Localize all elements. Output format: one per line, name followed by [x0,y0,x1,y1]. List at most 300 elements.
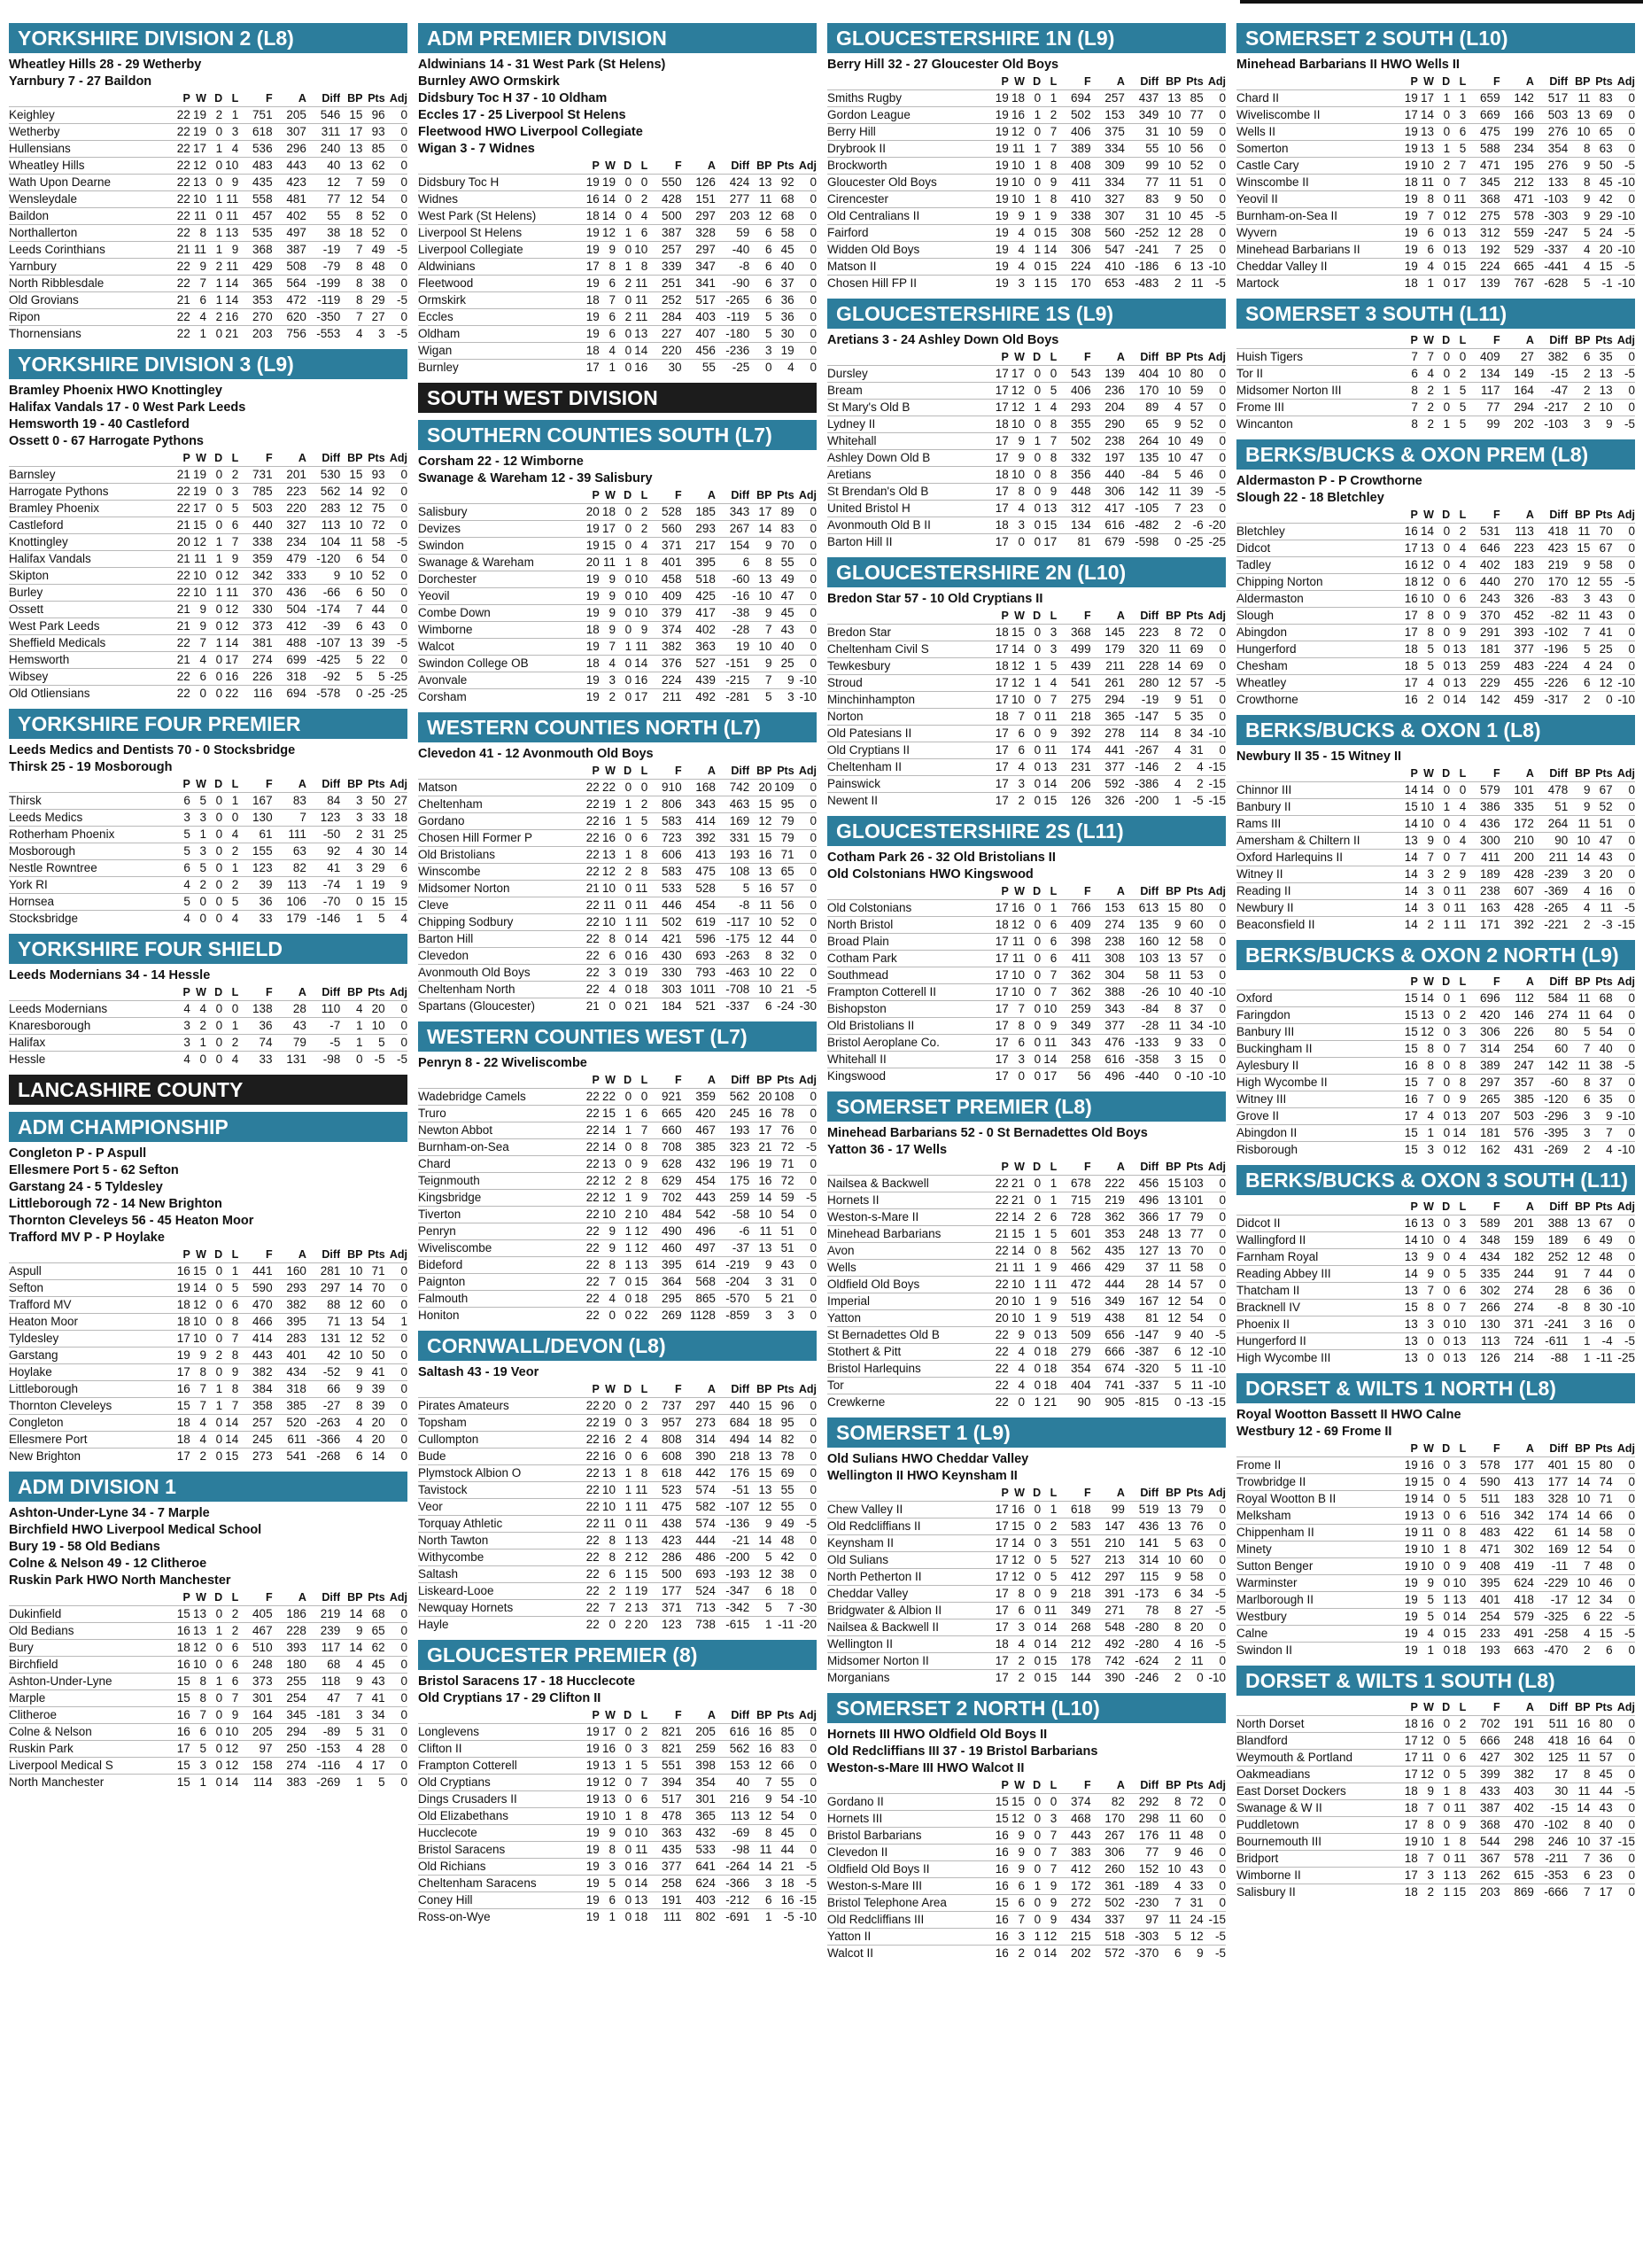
stat-cell: 13 [1418,124,1434,141]
stat-cell: 58 [362,534,384,551]
stat-cell: 43 [362,1674,384,1690]
stat-cell: 22 [174,175,190,191]
stat-cell: 271 [1091,1603,1125,1619]
stat-cell: 31 [1125,208,1159,225]
stat-cell: 564 [273,276,306,292]
match-result: Ossett 0 - 67 Harrogate Pythons [9,434,204,448]
stat-cell: 11 [1450,917,1466,934]
column-header: Diff [322,452,341,464]
stat-cell: 10 [340,517,362,534]
stat-cell: 4 [1450,799,1466,816]
stat-cell: 6 [190,669,206,686]
table-row [827,366,1226,383]
stat-cell: 368 [238,242,272,259]
stat-cell: 910 [647,780,681,796]
stat-cell: 0 [794,1415,817,1432]
table-row [827,742,1226,759]
stat-cell: 8 [1418,1817,1434,1834]
stat-cell: 64 [1590,1733,1612,1750]
stat-cell: 52 [1590,799,1612,816]
stat-cell: 404 [1125,366,1159,383]
stat-cell: 30 [1534,1783,1568,1800]
stat-cell: 49 [362,242,384,259]
stat-cell: -13 [1181,1394,1203,1411]
stat-cell: 220 [273,501,306,517]
stat-cell: 106 [273,894,306,911]
stat-cell: 503 [1534,107,1568,124]
stat-cell: 66 [771,1758,794,1775]
column-header: P [1410,1200,1418,1213]
stat-cell: 15 [174,1775,190,1791]
team-name: Clifton II [418,1741,584,1758]
table-row [1236,1884,1635,1901]
stat-cell: 478 [1534,782,1568,799]
stat-cell: 6 [632,225,647,242]
team-name: Paignton [418,1274,584,1291]
stat-cell: 334 [1091,141,1125,158]
table-row [827,759,1226,776]
stat-cell: 43 [273,1018,306,1035]
stat-cell: 0 [1434,1216,1450,1232]
table-row [827,1946,1226,1962]
stat-cell: 15 [1450,259,1466,276]
stat-cell: 27 [1500,349,1534,366]
stat-cell: 382 [273,1297,306,1314]
stat-cell: 0 [1159,534,1181,551]
stat-cell: 6 [222,1297,238,1314]
stat-cell: 85 [362,141,384,158]
stat-cell: 547 [1091,242,1125,259]
stat-cell: 81 [1057,534,1090,551]
stat-cell: 54 [1590,1024,1612,1041]
table-row [418,1842,817,1859]
team-name: Berry Hill [827,124,993,141]
column-header: BP [1575,75,1591,88]
stat-cell: 12 [1009,1552,1025,1569]
stat-cell: 10 [1159,383,1181,400]
stat-cell: -133 [1125,1035,1159,1052]
stat-cell: 15 [1568,1457,1590,1474]
stat-cell: 274 [273,1758,306,1775]
column-header: Diff [322,1248,341,1261]
stat-cell: 5 [1450,141,1466,158]
stat-cell: -691 [716,1909,749,1926]
stat-cell: 8 [1009,1586,1025,1603]
team-name: Cheddar Valley [827,1586,993,1603]
team-name: Old Colstonians [827,900,993,917]
stat-cell: 11 [1159,1811,1181,1828]
team-name: Leeds Corinthians [9,242,174,259]
team-name: Ellesmere Port [9,1432,174,1449]
stat-cell: 417 [1091,501,1125,517]
stat-cell: 407 [682,326,716,343]
stat-cell: 1 [206,225,222,242]
table-row [9,1449,407,1465]
team-name: North Dorset [1236,1716,1402,1733]
stat-cell: 0 [1025,1518,1041,1535]
stat-cell: 9 [1450,608,1466,625]
stat-cell: 4 [1418,366,1434,383]
team-name: Ross-on-Wye [418,1909,584,1926]
stat-cell: 0 [1025,225,1041,242]
stat-cell: 401 [273,1348,306,1364]
stat-cell: 421 [647,931,681,948]
stat-cell: 11 [749,1223,771,1240]
stat-cell: 254 [1500,1041,1534,1058]
stat-cell: 0 [1025,726,1041,742]
stat-cell: 14 [1009,1209,1025,1226]
stat-cell: 353 [1091,1226,1125,1243]
stat-cell: 111 [647,1909,681,1926]
stat-cell: 434 [1466,1249,1500,1266]
stat-cell: 9 [1450,1558,1466,1575]
stat-cell: 0 [1434,1508,1450,1525]
stat-cell: 6 [1450,591,1466,608]
stat-cell: 16 [632,672,647,689]
stat-cell: 22 [584,1398,600,1415]
stat-cell: -20 [794,1617,817,1634]
column-header: P [182,1248,190,1261]
stat-cell: 6 [385,860,407,877]
stat-cell: 0 [1434,1350,1450,1367]
stat-cell: 19 [993,208,1009,225]
team-name: Cotham Park [827,951,993,967]
team-name: Hungerford [1236,641,1402,658]
stat-cell: 112 [1500,990,1534,1007]
stat-cell: -10 [1613,175,1635,191]
table-row [9,860,407,877]
stat-cell: 0 [1434,208,1450,225]
stat-cell: -120 [306,551,340,568]
stat-cell: 0 [1204,658,1226,675]
stat-cell: 19 [632,1583,647,1600]
stat-cell: 34 [1181,1586,1203,1603]
stat-cell: 220 [647,343,681,360]
stat-cell: 0 [616,881,632,897]
stat-cell: 0 [1009,1068,1025,1085]
stat-cell: 398 [682,1758,716,1775]
stat-cell: -40 [716,242,749,259]
stat-cell: 7 [340,242,362,259]
stat-cell: 0 [1613,1474,1635,1491]
stat-cell: 17 [993,450,1009,467]
stat-cell: 362 [1091,1209,1125,1226]
stat-cell: 13 [632,1600,647,1617]
team-name: Avon [827,1243,993,1260]
stat-cell: 167 [238,793,272,810]
stat-cell: 6 [1418,225,1434,242]
stat-cell: 0 [385,276,407,292]
league-section-gloucestershire-2n-l10 [827,557,1226,809]
stat-cell: 7 [600,639,616,656]
table-row [418,242,817,259]
stat-cell: 0 [1434,1300,1450,1317]
table-row [1236,158,1635,175]
table-row [9,141,407,158]
stat-cell: 2 [600,689,616,706]
stat-cell: 14 [1568,1508,1590,1525]
match-result: Cotham Park 26 - 32 Old Bristolians II [827,850,1056,865]
stat-cell: 0 [1204,1653,1226,1670]
column-header: Pts [777,1709,794,1721]
team-name: Withycombe [418,1550,584,1566]
stat-cell: 345 [1466,175,1500,191]
stat-cell: -265 [716,292,749,309]
stat-cell: 390 [682,1449,716,1465]
stat-cell: 8 [1009,484,1025,501]
table-row [827,276,1226,292]
stat-cell: 14 [1402,883,1418,900]
stat-cell: 17 [993,1552,1009,1569]
stat-cell: 7 [1041,124,1057,141]
stat-cell: 49 [1181,433,1203,450]
stat-cell: 483 [238,158,272,175]
table-row [418,1808,817,1825]
stat-cell: 5 [1450,416,1466,433]
table-row [1236,917,1635,934]
column-header: L [1050,1779,1058,1791]
column-header: Pts [1595,75,1613,88]
stat-cell: 33 [1181,1035,1203,1052]
stat-cell: 9 [1568,782,1590,799]
stat-cell: 10 [190,1331,206,1348]
column-header: D [1442,1442,1451,1455]
league-table [418,487,817,705]
stat-cell: 57 [1181,675,1203,692]
stat-cell: 18 [385,810,407,827]
stat-cell: 0 [385,652,407,669]
stat-cell: -483 [1125,276,1159,292]
stat-cell: 135 [1125,917,1159,934]
stat-cell: 4 [632,1432,647,1449]
table-row [827,1293,1226,1310]
stat-cell: 9 [1418,1249,1434,1266]
stat-cell: 267 [716,521,749,538]
column-header: A [1116,1161,1125,1173]
stat-cell: 19 [584,588,600,605]
stat-cell: 370 [238,585,272,602]
table-row [1236,1851,1635,1868]
stat-cell: 117 [1466,383,1500,400]
stat-cell: 806 [647,796,681,813]
stat-cell: 5 [190,793,206,810]
table-row [9,326,407,343]
stat-cell: -107 [306,635,340,652]
column-header: Pts [777,765,794,777]
stat-cell: 59 [1181,124,1203,141]
stat-cell: 0 [206,860,222,877]
table-row [9,877,407,894]
stat-cell: 11 [1568,1783,1590,1800]
stat-cell: 11 [1041,1035,1057,1052]
team-name: Stroud [827,675,993,692]
stat-cell: 5 [1450,400,1466,416]
stat-cell: 8 [1568,1300,1590,1317]
stat-cell: 4 [190,1001,206,1018]
stat-cell: 0 [616,982,632,998]
stat-cell: 3 [174,1035,190,1052]
stat-cell: 9 [1041,484,1057,501]
stat-cell: 78 [1125,1603,1159,1619]
stat-cell: 0 [1204,917,1226,934]
stat-cell: 11 [1009,951,1025,967]
team-name: Kingsbridge [418,1190,584,1207]
stat-cell: 16 [600,1449,616,1465]
stat-cell: 302 [1500,1750,1534,1767]
stat-cell: 13 [749,175,771,191]
stat-cell: 13 [1450,242,1466,259]
stat-cell: 6 [1450,124,1466,141]
stat-cell: 19 [1402,90,1418,107]
stat-cell: 347 [682,259,716,276]
stat-cell: 39 [1181,484,1203,501]
table-row [9,242,407,259]
stat-cell: 499 [1057,641,1090,658]
match-result: Bredon Star 57 - 10 Old Cryptians II [827,592,1043,606]
stat-cell: 9 [600,571,616,588]
table-row [9,894,407,911]
stat-cell: -386 [1125,776,1159,793]
column-header: P [592,1383,600,1395]
stat-cell: 16 [1568,1716,1590,1733]
stat-cell: 327 [273,517,306,534]
stat-cell: 306 [1466,1024,1500,1041]
stat-cell: 293 [1057,400,1090,416]
stat-cell: 1 [1434,1868,1450,1884]
stat-cell: -146 [1125,759,1159,776]
stat-cell: 0 [1204,1226,1226,1243]
stat-cell: 36 [771,309,794,326]
stat-cell: 276 [1534,124,1568,141]
column-header: Diff [322,986,341,998]
league-table [827,349,1226,550]
column-header: A [1116,1487,1125,1499]
stat-cell: 113 [716,1808,749,1825]
stat-cell: 4 [1450,1249,1466,1266]
stat-cell: 0 [794,1775,817,1791]
stat-cell: 1 [222,1018,238,1035]
stat-cell: 0 [385,1724,407,1741]
team-name: Painswick [827,776,993,793]
match-result: Leeds Modernians 34 - 14 Hessle [9,968,211,983]
column-header: F [265,778,273,790]
stat-cell: 84 [306,793,340,810]
stat-cell: 76 [1181,1518,1203,1535]
stat-cell: 550 [647,175,681,191]
stat-cell: 1 [1025,1394,1041,1411]
stat-cell: 14 [1568,850,1590,866]
stat-cell: 1 [600,1909,616,1926]
table-row [1236,208,1635,225]
stat-cell: 394 [647,1775,681,1791]
column-header: Diff [731,159,750,172]
stat-cell: 18 [1009,90,1025,107]
stat-cell: 54 [362,551,384,568]
stat-cell: 483 [1500,658,1534,675]
column-header: F [674,489,682,501]
stat-cell: 31 [1125,124,1159,141]
stat-cell: 293 [273,1280,306,1297]
stat-cell: 228 [273,1623,306,1640]
stat-cell: 436 [273,585,306,602]
stat-cell: 578 [1500,1851,1534,1868]
stat-cell: 10 [749,965,771,982]
column-header: P [1410,334,1418,346]
stat-cell: 0 [1204,433,1226,450]
team-name: Dukinfield [9,1606,174,1623]
stat-cell: -28 [1125,1018,1159,1035]
stat-cell: 9 [1418,1783,1434,1800]
stat-cell: 10 [1568,1491,1590,1508]
match-result: Hemsworth 19 - 40 Castleford [9,417,190,431]
page-column [418,23,817,1969]
stat-cell: 13 [190,175,206,191]
team-name: Halifax Vandals [9,551,174,568]
stat-cell: 12 [1009,1569,1025,1586]
table-row [9,635,407,652]
stat-cell: 3 [600,965,616,982]
table-row [1236,1626,1635,1643]
column-header: W [1014,885,1025,897]
table-row [418,343,817,360]
column-header: L [231,92,239,105]
stat-cell: 4 [340,1657,362,1674]
stat-cell: 274 [1500,1283,1534,1300]
stat-cell: 0 [206,1741,222,1758]
column-header: L [231,986,239,998]
stat-cell: 5 [190,860,206,877]
stat-cell: 10 [1568,1575,1590,1592]
stat-cell: 13 [1402,1350,1418,1367]
page-column [9,23,407,1969]
stat-cell: 10 [190,1314,206,1331]
stat-cell: 6 [1568,1091,1590,1108]
stat-cell: 284 [647,309,681,326]
stat-cell: 7 [273,810,306,827]
column-header: BP [1166,1161,1182,1173]
stat-cell: 1 [616,1240,632,1257]
match-result: Colne & Nelson 49 - 12 Clitheroe [9,1557,207,1571]
stat-cell: 17 [993,951,1009,967]
stat-cell: 0 [206,1415,222,1432]
stat-cell: 362 [1057,984,1090,1001]
stat-cell: 7 [1568,1041,1590,1058]
stat-cell: 0 [1204,1619,1226,1636]
stat-cell: 15 [1402,1300,1418,1317]
stat-cell: -5 [1613,416,1635,433]
stat-cell: 392 [1057,726,1090,742]
stat-cell: 1 [1025,141,1041,158]
stat-cell: 9 [1159,416,1181,433]
stat-cell: 6 [1009,742,1025,759]
team-name: Wincanton [1236,416,1402,433]
stat-cell: 8 [632,1173,647,1190]
stat-cell: 2 [222,1035,238,1052]
stat-cell: 210 [1091,1535,1125,1552]
table-row [1236,1142,1635,1159]
stat-cell: 444 [1091,1277,1125,1293]
stat-cell: 16 [222,669,238,686]
stat-cell: 139 [1466,276,1500,292]
league-table [9,984,407,1068]
stat-cell: 738 [682,1617,716,1634]
stat-cell: 4 [632,538,647,555]
stat-cell: 5 [1450,1767,1466,1783]
column-header: L [640,1383,648,1395]
stat-cell: 0 [794,276,817,292]
stat-cell: 193 [716,1122,749,1139]
stat-cell: 99 [1091,1502,1125,1518]
